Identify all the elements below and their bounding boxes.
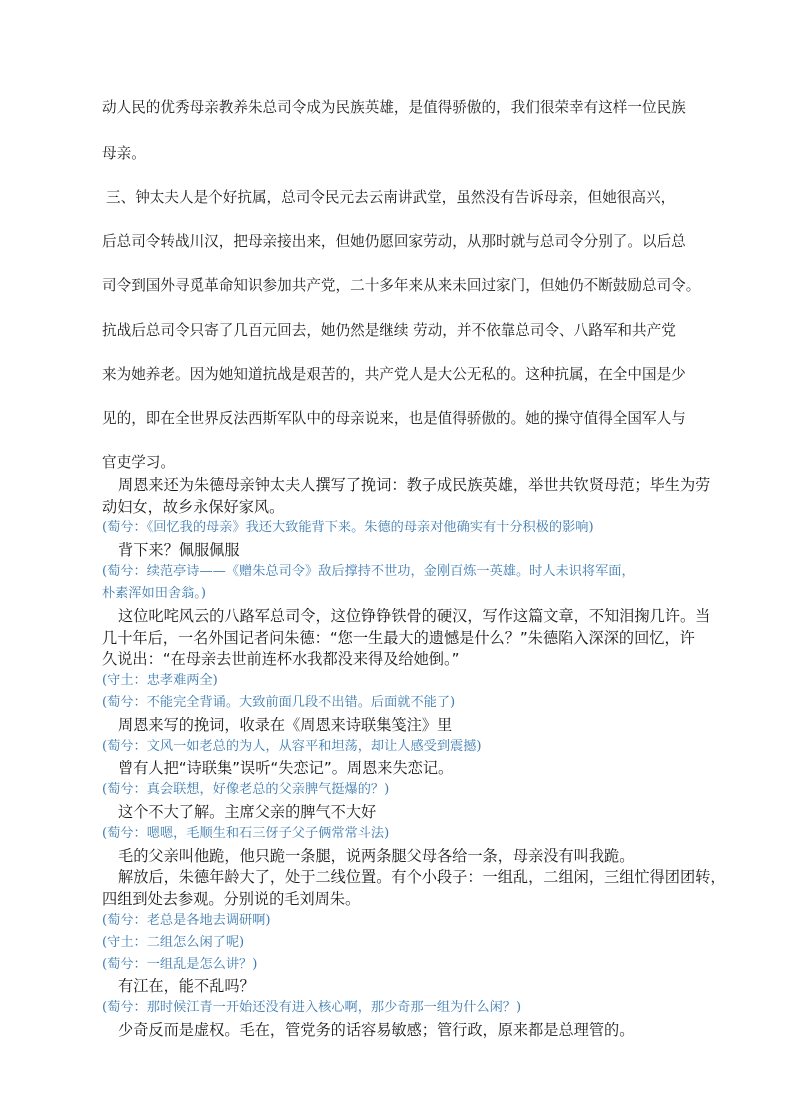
comment-line: (萄兮：《回忆我的母亲》我还大致能背下来。朱德的母亲对他确实有十分积极的影响) bbox=[102, 520, 594, 535]
paragraph-line: 四组到处去参观。分别说的毛刘周朱。 bbox=[102, 890, 361, 908]
reply-line: 背下来？佩服佩服 bbox=[118, 541, 240, 559]
text-line: 见的，即在全世界反法西斯军队中的母亲说来，也是值得骄傲的。她的操守值得全国军人与 bbox=[102, 410, 686, 427]
reply-line: 这个不大了解。主席父亲的脾气不大好 bbox=[118, 803, 377, 821]
text-line: 官吏学习。 bbox=[102, 454, 175, 471]
comment-line: (萄兮：嗯嗯，毛顺生和石三伢子父子俩常常斗法) bbox=[102, 826, 390, 841]
comment-line: (守土：忠孝难两全) bbox=[102, 673, 218, 688]
reply-line: 周恩来写的挽词，收录在《周恩来诗联集笺注》里 bbox=[118, 716, 453, 734]
paragraph-line: 周恩来还为朱德母亲钟太夫人撰写了挽词：教子成民族英雄，举世共钦贤母范；毕生为劳 bbox=[118, 476, 711, 494]
reply-line: 曾有人把“诗联集”误听“失恋记”。周恩来失恋记。 bbox=[118, 759, 454, 777]
paragraph-line: 久说出：“在母亲去世前连杯水我都没来得及给她倒。” bbox=[102, 650, 460, 668]
paragraph-line: 解放后，朱德年龄大了，处于二线位置。有个小段子：一组乱，二组闲，三组忙得团团转， bbox=[118, 868, 726, 886]
comment-line: 朴素浑如田舍翁。) bbox=[102, 586, 207, 601]
text-line: 母亲。 bbox=[102, 145, 146, 162]
reply-line: 少奇反而是虚权。毛在，管党务的话容易敏感；管行政，原来都是总理管的。 bbox=[118, 1021, 635, 1039]
comment-line: (萄兮：续范亭诗——《赠朱总司令》敌后撑持不世功，金刚百炼一英雄。时人未识将军面， bbox=[102, 564, 635, 579]
comment-line: (萄兮：真会联想，好像老总的父亲脾气挺爆的？) bbox=[102, 782, 390, 797]
text-line: 后总司令转战川汉，把母亲接出来，但她仍愿回家劳动，从那时就与总司令分别了。以后总 bbox=[102, 233, 686, 250]
paragraph-line: 几十年后，一名外国记者问朱德：“您一生最大的遗憾是什么？”朱德陷入深深的回忆，许 bbox=[102, 629, 695, 647]
text-line: 动人民的优秀母亲教养朱总司令成为民族英雄，是值得骄傲的，我们很荣幸有这样一位民族 bbox=[102, 99, 686, 116]
paragraph-line: 这位叱咤风云的八路军总司令，这位铮铮铁骨的硬汉，写作这篇文章，不知泪掬几许。当 bbox=[118, 607, 711, 625]
comment-line: (守土：二组怎么闲了呢) bbox=[102, 935, 245, 950]
section-heading-line: 三、钟太夫人是个好抗属，总司令民元去云南讲武堂，虽然没有告诉母亲，但她很高兴， bbox=[106, 189, 676, 206]
comment-line: (萄兮：文风一如老总的为人，从容平和坦荡，却让人感受到震撼) bbox=[102, 739, 482, 754]
text-line: 司令到国外寻觅革命知识参加共产党，二十多年来从来未回过家门，但她仍不断鼓励总司令。 bbox=[102, 277, 701, 294]
text-line: 来为她养老。因为她知道抗战是艰苦的，共产党人是大公无私的。这种抗属，在全中国是少 bbox=[102, 366, 686, 383]
comment-line: (萄兮：那时候江青一开始还没有进入核心啊，那少奇那一组为什么闲？) bbox=[102, 1000, 522, 1015]
text-line: 抗战后总司令只寄了几百元回去，她仍然是继续 劳动，并不依靠总司令、八路军和共产党 bbox=[102, 322, 676, 339]
comment-line: (萄兮：老总是各地去调研啊) bbox=[102, 913, 271, 928]
paragraph-line: 动妇女，故乡永保好家风。 bbox=[102, 498, 285, 516]
reply-line: 毛的父亲叫他跪，他只跪一条腿，说两条腿父母各给一条，母亲没有叫我跪。 bbox=[118, 847, 635, 865]
reply-line: 有江在，能不乱吗？ bbox=[118, 977, 255, 995]
comment-line: (萄兮：一组乱是怎么讲？) bbox=[102, 957, 258, 972]
comment-line: (萄兮：不能完全背诵。大致前面几段不出错。后面就不能了) bbox=[102, 695, 456, 710]
